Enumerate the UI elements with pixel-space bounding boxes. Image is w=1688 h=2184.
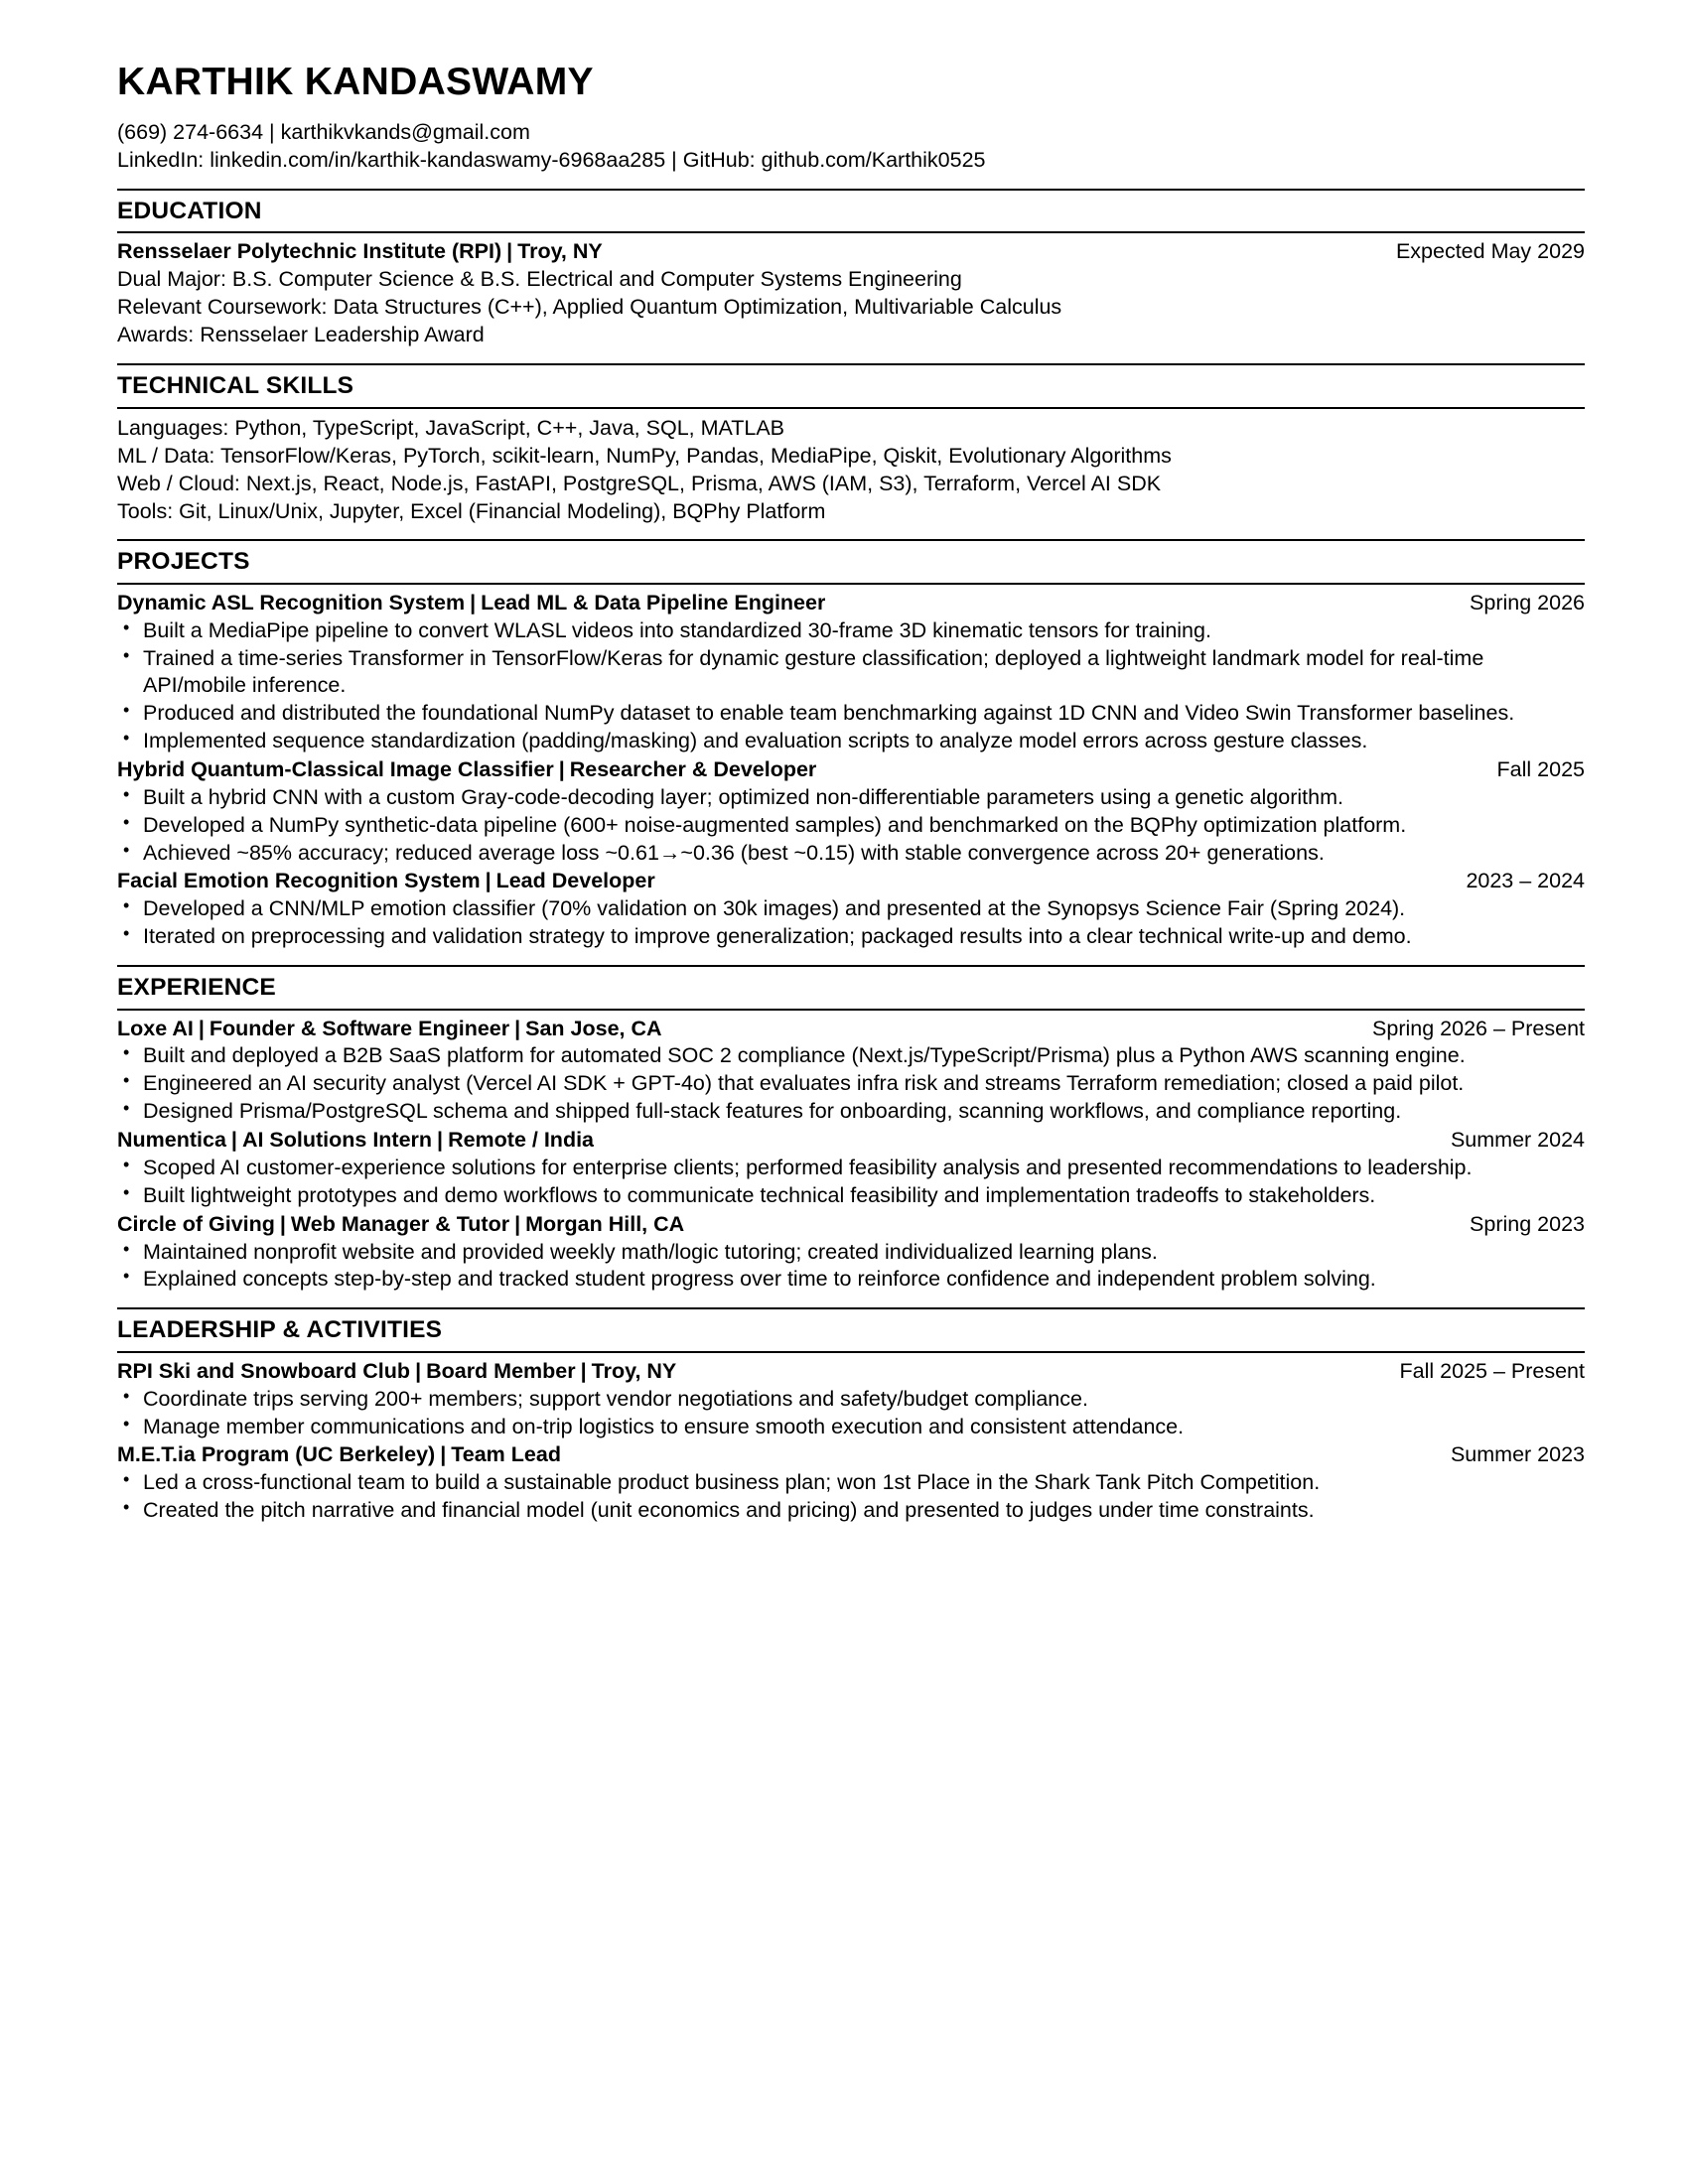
education-major: Dual Major: B.S. Computer Science & B.S. Electrical and Computer Systems Engineering (117, 267, 962, 292)
bullet-item: • Created the pitch narrative and financial model (unit economics and pricing) and presented to judges under time constraints. (117, 1497, 1585, 1525)
title-separator: | (198, 1016, 205, 1040)
skills-line: ML / Data: TensorFlow/Keras, PyTorch, scikit-learn, NumPy, Pandas, MediaPipe, Qiskit, Evolutionary Algorithms (117, 443, 1172, 468)
title-separator: | (558, 756, 565, 781)
contact-line-primary (117, 119, 1585, 147)
project-role: Lead ML & Data Pipeline Engineer (481, 590, 826, 614)
bullet-item: • Achieved ~85% accuracy; reduced average loss ~0.61→~0.36 (best ~0.15) with stable convergence across 20+ generations. (117, 840, 1585, 868)
section-heading-education: EDUCATION (117, 189, 1585, 234)
title-separator: | (580, 1358, 587, 1383)
leadership-entry (117, 1441, 1585, 1525)
title-separator: | (506, 239, 513, 264)
job-role: AI Solutions Intern (241, 1127, 433, 1152)
project-name: Hybrid Quantum-Classical Image Classifier (117, 756, 554, 781)
experience-bullets (117, 1042, 1585, 1125)
section-technical-skills (117, 363, 1585, 525)
section-projects (117, 539, 1585, 951)
bullet-item: • Maintained nonprofit website and provided weekly math/logic tutoring; created individualized learning plans. (117, 1239, 1585, 1267)
leadership-title-line (117, 1441, 561, 1469)
education-entry-head (117, 238, 1585, 266)
bullet-item: • Coordinate trips serving 200+ members; support vendor negotiations and safety/budget compliance. (117, 1386, 1585, 1414)
title-separator: | (470, 590, 477, 614)
title-separator: | (230, 1127, 237, 1152)
skills-line: Web / Cloud: Next.js, React, Node.js, FastAPI, PostgreSQL, Prisma, AWS (IAM, S3), Terraform, Vercel AI SDK (117, 471, 1162, 495)
project-entry (117, 868, 1585, 951)
skills-line: Languages: Python, TypeScript, JavaScript, C++, Java, SQL, MATLAB (117, 415, 785, 440)
project-date: Fall 2025 (1496, 756, 1585, 781)
project-title-line (117, 868, 655, 895)
contact-separator-2: | (671, 147, 677, 172)
project-title-line (117, 756, 816, 784)
project-title-line (117, 590, 825, 617)
resume-header (117, 62, 1585, 175)
candidate-name: KARTHIK KANDASWAMY (117, 61, 594, 103)
project-role: Lead Developer (495, 869, 655, 893)
project-entry (117, 590, 1585, 755)
section-experience (117, 965, 1585, 1294)
title-separator: | (485, 869, 492, 893)
bullet-item: • Developed a CNN/MLP emotion classifier (70% validation on 30k images) and presented at the Synopsys Science Fair (Spring 2024). (117, 895, 1585, 923)
bullet-item: • Produced and distributed the foundational NumPy dataset to enable team benchmarking against 1D CNN and Video Swin Transformer baselines. (117, 700, 1585, 728)
section-heading-projects: PROJECTS (117, 539, 1585, 585)
job-location: Remote / India (448, 1127, 595, 1152)
experience-entry (117, 1016, 1585, 1126)
bullet-item: • Developed a NumPy synthetic-data pipeline (600+ noise-augmented samples) and benchmarked on the BQPhy optimization platform. (117, 812, 1585, 840)
bullet-item: • Built a MediaPipe pipeline to convert WLASL videos into standardized 30-frame 3D kinematic tensors for training. (117, 617, 1585, 645)
contact-separator: | (269, 120, 275, 145)
section-heading-leadership: LEADERSHIP & ACTIVITIES (117, 1307, 1585, 1353)
education-school-line (117, 238, 603, 266)
experience-bullets (117, 1239, 1585, 1295)
experience-title-line (117, 1016, 662, 1043)
leadership-bullets (117, 1469, 1585, 1525)
bullet-item: • Trained a time-series Transformer in TensorFlow/Keras for dynamic gesture classification; deployed a lightweight landmark model for real-time API/mobile inference. (117, 645, 1585, 701)
skills-line: Tools: Git, Linux/Unix, Jupyter, Excel (Financial Modeling), BQPhy Platform (117, 499, 826, 524)
section-education (117, 189, 1585, 349)
project-entry-head (117, 868, 1585, 895)
title-separator: | (514, 1211, 521, 1236)
leadership-date: Fall 2025 – Present (1399, 1358, 1585, 1383)
leadership-entry-head (117, 1441, 1585, 1469)
email-text: karthikvkands@gmail.com (280, 120, 530, 145)
experience-date: Spring 2023 (1470, 1211, 1585, 1236)
github-text: GitHub: github.com/Karthik0525 (682, 147, 986, 172)
bullet-item: • Designed Prisma/PostgreSQL schema and shipped full-stack features for onboarding, scanning workflows, and compliance reporting. (117, 1098, 1585, 1126)
leadership-entry (117, 1358, 1585, 1441)
contact-line-secondary (117, 147, 1585, 175)
section-heading-skills: TECHNICAL SKILLS (117, 363, 1585, 409)
job-location: Morgan Hill, CA (525, 1211, 685, 1236)
leadership-title-line (117, 1358, 676, 1386)
leadership-date: Summer 2023 (1450, 1442, 1585, 1467)
project-name: Facial Emotion Recognition System (117, 869, 481, 893)
project-entry-head (117, 756, 1585, 784)
project-bullets (117, 617, 1585, 755)
job-location: San Jose, CA (525, 1016, 662, 1040)
bullet-item: • Engineered an AI security analyst (Vercel AI SDK + GPT-4o) that evaluates infra risk and streams Terraform remediation; closed a paid pilot. (117, 1070, 1585, 1098)
bullet-item: • Manage member communications and on-trip logistics to ensure smooth execution and consistent attendance. (117, 1414, 1585, 1441)
organization-name: RPI Ski and Snowboard Club (117, 1358, 411, 1383)
leadership-role: Board Member (426, 1358, 576, 1383)
education-school: Rensselaer Polytechnic Institute (RPI) (117, 239, 502, 264)
company-name: Numentica (117, 1127, 226, 1152)
company-name: Loxe AI (117, 1016, 194, 1040)
bullet-item: • Built and deployed a B2B SaaS platform for automated SOC 2 compliance (Next.js/TypeScript/Prisma) plus a Python AWS scanning engine. (117, 1042, 1585, 1070)
project-date: Spring 2026 (1470, 590, 1585, 614)
experience-bullets (117, 1155, 1585, 1210)
project-bullets (117, 784, 1585, 867)
project-entry-head (117, 590, 1585, 617)
project-bullets (117, 895, 1585, 951)
section-leadership (117, 1307, 1585, 1525)
project-name: Dynamic ASL Recognition System (117, 590, 466, 614)
education-awards: Awards: Rensselaer Leadership Award (117, 323, 485, 347)
experience-entry-head (117, 1016, 1585, 1043)
bullet-item: • Implemented sequence standardization (padding/masking) and evaluation scripts to analyze model errors across gesture classes. (117, 728, 1585, 755)
bullet-item: • Built lightweight prototypes and demo workflows to communicate technical feasibility and implementation tradeoffs to stakeholders. (117, 1182, 1585, 1210)
leadership-bullets (117, 1386, 1585, 1441)
education-location: Troy, NY (517, 239, 603, 264)
experience-entry-head (117, 1211, 1585, 1239)
bullet-item: • Explained concepts step-by-step and tracked student progress over time to reinforce confidence and independent problem solving. (117, 1266, 1585, 1294)
education-coursework: Relevant Coursework: Data Structures (C++), Applied Quantum Optimization, Multivariable Calculus (117, 295, 1062, 320)
experience-entry-head (117, 1127, 1585, 1155)
leadership-location: Troy, NY (591, 1358, 677, 1383)
linkedin-text: LinkedIn: linkedin.com/in/karthik-kandaswamy-6968aa285 (117, 147, 666, 172)
education-entry (117, 238, 1585, 349)
bullet-item: • Led a cross-functional team to build a sustainable product business plan; won 1st Place in the Shark Tank Pitch Competition. (117, 1469, 1585, 1497)
phone-text: (669) 274-6634 (117, 120, 264, 145)
company-name: Circle of Giving (117, 1211, 275, 1236)
organization-name: M.E.T.ia Program (UC Berkeley) (117, 1442, 436, 1467)
title-separator: | (415, 1358, 422, 1383)
bullet-item: • Scoped AI customer-experience solutions for enterprise clients; performed feasibility analysis and presented recommendations to leadership. (117, 1155, 1585, 1182)
experience-entry (117, 1211, 1585, 1295)
bullet-item: • Built a hybrid CNN with a custom Gray-code-decoding layer; optimized non-differentiable parameters using a genetic algorithm. (117, 784, 1585, 812)
title-separator: | (279, 1211, 286, 1236)
project-entry (117, 756, 1585, 867)
job-role: Founder & Software Engineer (209, 1016, 510, 1040)
skills-list (117, 414, 1585, 526)
bullet-item: • Iterated on preprocessing and validation strategy to improve generalization; packaged results into a clear technical write-up and demo. (117, 923, 1585, 951)
section-heading-experience: EXPERIENCE (117, 965, 1585, 1011)
experience-date: Summer 2024 (1450, 1127, 1585, 1152)
project-date: 2023 – 2024 (1466, 869, 1585, 893)
leadership-entry-head (117, 1358, 1585, 1386)
title-separator: | (437, 1127, 444, 1152)
experience-date: Spring 2026 – Present (1372, 1016, 1585, 1040)
experience-entry (117, 1127, 1585, 1210)
job-role: Web Manager & Tutor (290, 1211, 510, 1236)
title-separator: | (440, 1442, 447, 1467)
experience-title-line (117, 1211, 684, 1239)
title-separator: | (514, 1016, 521, 1040)
leadership-role: Team Lead (451, 1442, 561, 1467)
education-date: Expected May 2029 (1395, 239, 1585, 264)
experience-title-line (117, 1127, 594, 1155)
project-role: Researcher & Developer (569, 756, 817, 781)
